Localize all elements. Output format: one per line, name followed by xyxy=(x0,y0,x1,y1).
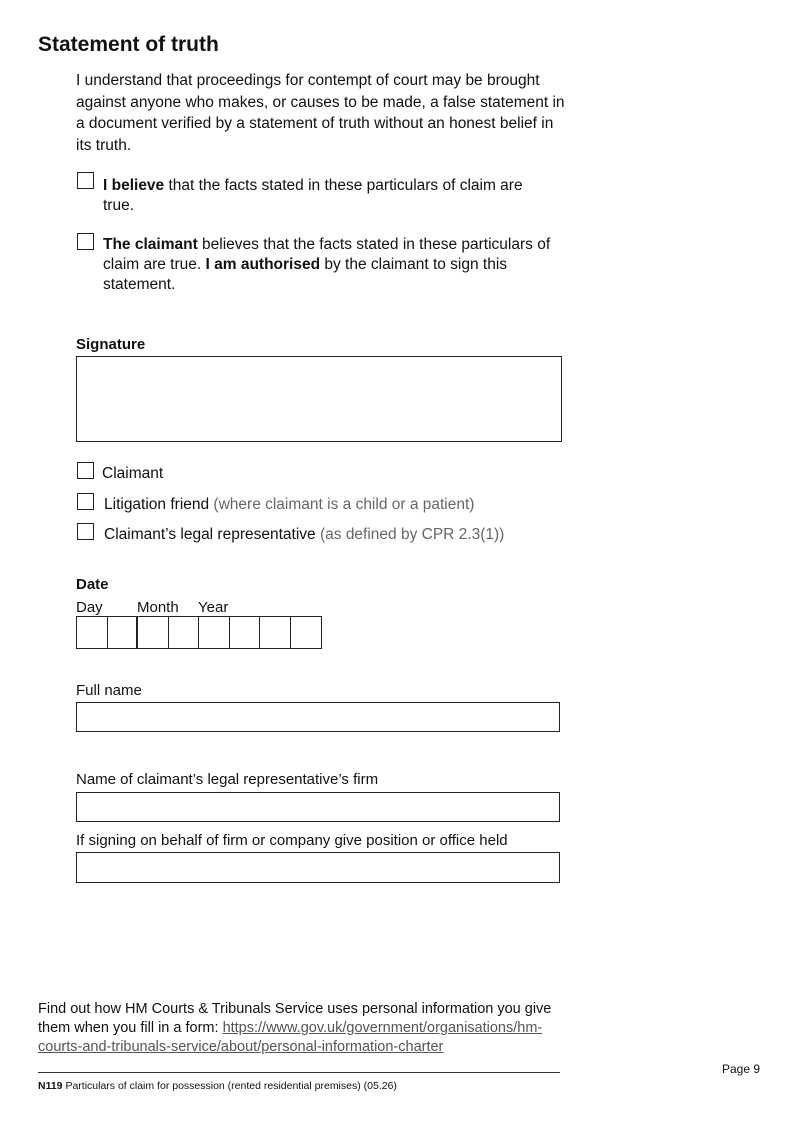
claimant-role-checkbox[interactable] xyxy=(77,462,94,479)
claimant-believes-checkbox[interactable] xyxy=(77,233,94,250)
claimant-role-option xyxy=(102,464,163,484)
litigation-friend-label: Litigation friend xyxy=(104,496,210,513)
contempt-warning: I understand that proceedings for contempt of court may be brought against anyone who makes, or causes to be made, a false statement in a document verified by a statement of truth without an honest belief in its truth. xyxy=(76,72,565,154)
litigation-friend-note: (where claimant is a child or a patient) xyxy=(209,496,475,513)
date-day-digit-2[interactable] xyxy=(108,617,139,648)
form-code: N119 xyxy=(38,1080,63,1092)
date-input-grid xyxy=(76,616,322,649)
footer-divider xyxy=(38,1072,560,1073)
page-number: Page 9 xyxy=(722,1062,761,1076)
date-month-digit-2[interactable] xyxy=(169,617,200,648)
privacy-notice-text: Find out how HM Courts & Tribunals Service uses personal information you give them when you fill in a form: xyxy=(38,1001,552,1036)
legal-rep-label: Claimant’s legal representative xyxy=(104,526,316,543)
position-field[interactable] xyxy=(76,852,560,883)
full-name-label: Full name xyxy=(76,682,142,699)
form-reference xyxy=(38,1080,397,1092)
i-believe-checkbox[interactable] xyxy=(77,172,94,189)
firm-name-label: Name of claimant’s legal representative’s firm xyxy=(76,771,379,788)
date-month-digit-1[interactable] xyxy=(138,617,169,648)
date-month-label: Month xyxy=(137,599,179,616)
i-believe-option xyxy=(103,176,553,216)
litigation-friend-option xyxy=(104,495,474,515)
privacy-notice xyxy=(38,1000,568,1057)
authorised-bold: I am authorised xyxy=(205,256,321,273)
personal-information-charter-link[interactable]: https://www.gov.uk/government/organisations/hm-courts-and-tribunals-service/about/personal-information-charter xyxy=(38,1020,543,1055)
i-believe-text: that the facts stated in these particulars of claim are true. xyxy=(103,177,523,214)
firm-name-field[interactable] xyxy=(76,792,560,822)
claimant-believes-bold: The claimant xyxy=(103,236,198,253)
claimant-believes-text: believes that the facts stated in these particulars of claim are true. xyxy=(103,236,551,273)
signature-box[interactable] xyxy=(76,356,562,442)
date-year-digit-1[interactable] xyxy=(199,617,230,648)
date-year-digit-2[interactable] xyxy=(230,617,261,648)
form-title: Particulars of claim for possession (rented residential premises) (05.26) xyxy=(62,1080,397,1092)
position-label: If signing on behalf of firm or company give position or office held xyxy=(76,832,508,849)
date-day-digit-1[interactable] xyxy=(77,617,108,648)
date-day-label: Day xyxy=(76,599,103,616)
authorised-text: by the claimant to sign this statement. xyxy=(103,256,508,293)
full-name-field[interactable] xyxy=(76,702,560,732)
legal-rep-option xyxy=(104,525,504,545)
section-title: Statement of truth xyxy=(38,33,219,56)
i-believe-bold: I believe xyxy=(103,177,165,194)
date-year-label: Year xyxy=(198,599,229,616)
claimant-believes-option xyxy=(103,235,558,295)
date-label: Date xyxy=(76,576,109,593)
litigation-friend-checkbox[interactable] xyxy=(77,493,94,510)
legal-rep-checkbox[interactable] xyxy=(77,523,94,540)
date-year-digit-4[interactable] xyxy=(291,617,322,648)
legal-rep-note: (as defined by CPR 2.3(1)) xyxy=(315,526,505,543)
date-year-digit-3[interactable] xyxy=(260,617,291,648)
claimant-role-label: Claimant xyxy=(102,465,164,482)
signature-label: Signature xyxy=(76,336,146,353)
